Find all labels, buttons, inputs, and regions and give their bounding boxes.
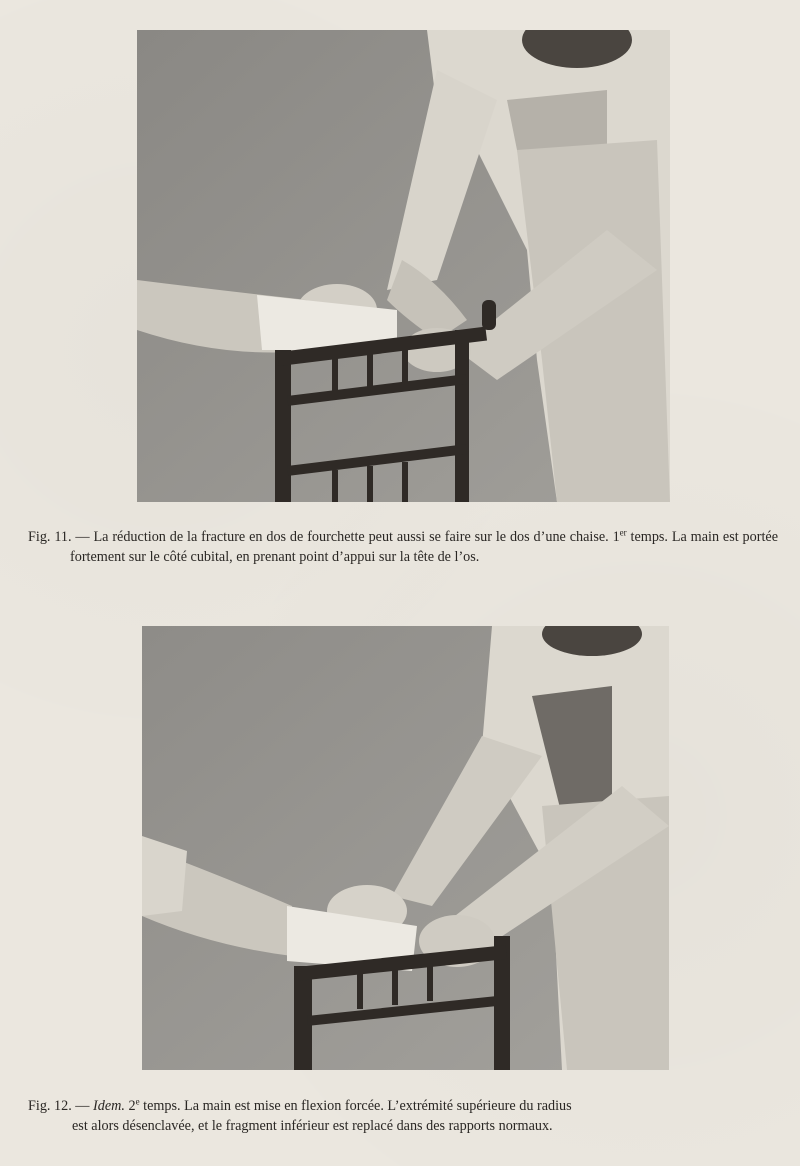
figure-11-text-2: temps. La main est portée fortement sur le côté cubital, en prenant point d’appui sur la tête de l’os. — [70, 529, 778, 565]
figure-12-text-1: 2 — [124, 1098, 136, 1114]
figure-12-caption — [28, 1096, 778, 1136]
figure-11-superscript: er — [619, 527, 627, 538]
figure-12-photograph — [142, 626, 669, 1070]
figure-12-image — [142, 626, 669, 1070]
figure-11-caption — [28, 527, 778, 567]
figure-12-idem: Idem. — [93, 1098, 125, 1114]
figure-11-image — [137, 30, 670, 502]
figure-12-label: Fig. 12. — — [28, 1098, 94, 1114]
figure-12-text-2: temps. La main est mise en flexion forcée. L’extrémité supérieure du radius — [139, 1098, 572, 1114]
figure-11-label: Fig. 11. — — [28, 529, 94, 545]
figure-11-photograph — [137, 30, 670, 502]
figure-12-superscript: e — [135, 1096, 140, 1107]
figure-11-text-1: La réduction de la fracture en dos de fourchette peut aussi se faire sur le dos d’une chaise. 1 — [93, 529, 620, 545]
figure-12-text-line2: est alors désenclavée, et le fragment inférieur est replacé dans des rapports normaux. — [72, 1118, 553, 1134]
